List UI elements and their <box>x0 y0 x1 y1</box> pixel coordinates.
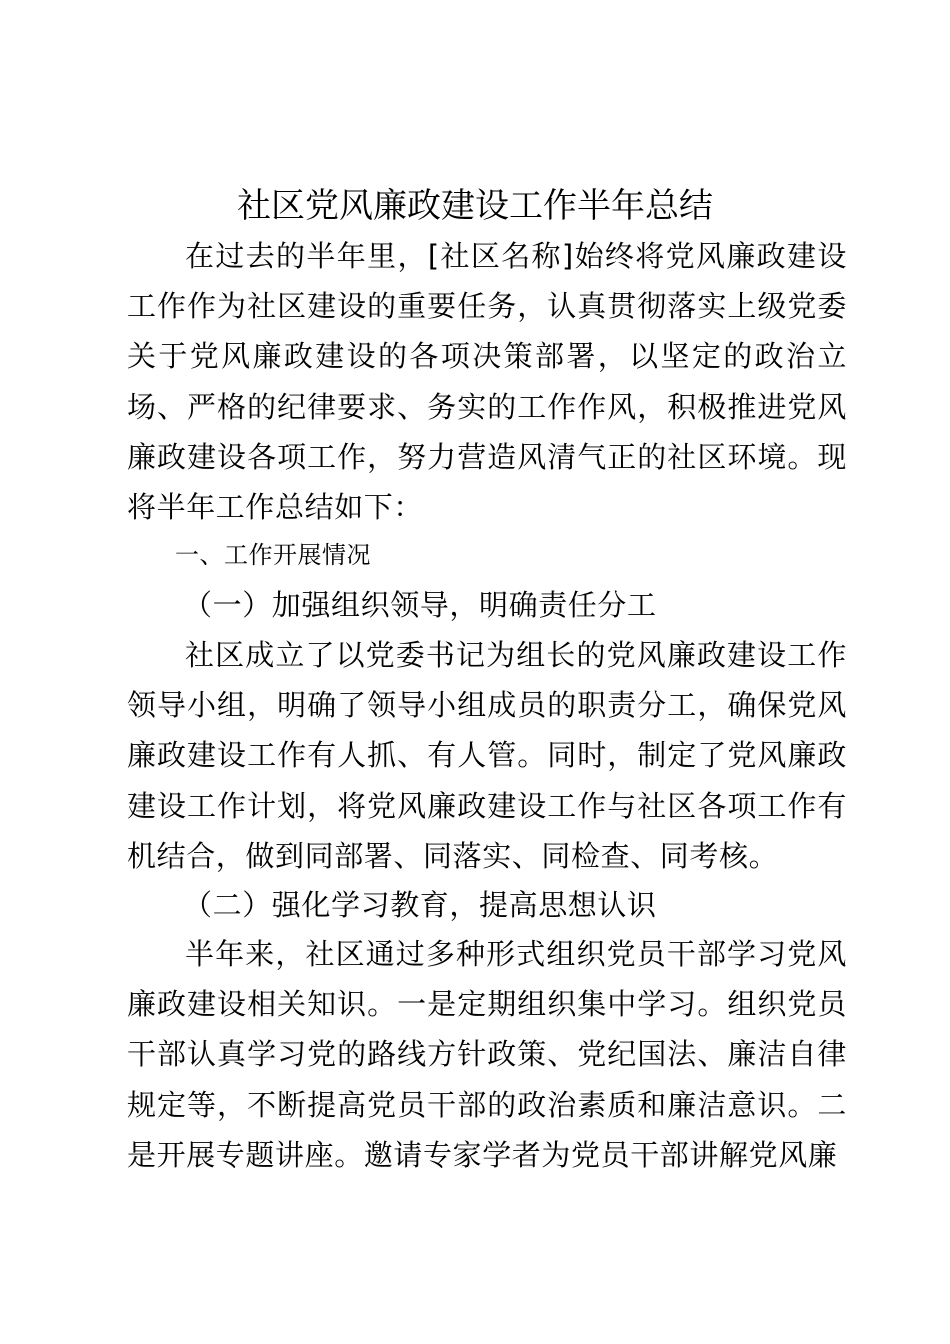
document-title: 社区党风廉政建设工作半年总结 <box>237 186 713 226</box>
intro-paragraph: 在过去的半年里，[社区名称]始终将党风廉政建设工作作为社区建设的重要任务，认真贯彻落实上级党委关于党风廉政建设的各项决策部署，以坚定的政治立场、严格的纪律要求、务实的工作作风，积极推进党风廉政建设各项工作，努力营造风清气正的社区环境。现将半年工作总结如下： <box>127 239 847 525</box>
sub-heading-1: （一）加强组织领导，明确责任分工 <box>183 588 657 622</box>
sub2-paragraph: 半年来，社区通过多种形式组织党员干部学习党风廉政建设相关知识。一是定期组织集中学习。组织党员干部认真学习党的路线方针政策、党纪国法、廉洁自律规定等，不断提高党员干部的政治素质和廉洁意识。二是开展专题讲座。邀请专家学者为党员干部讲解党风廉 <box>127 937 847 1172</box>
section-heading-1: 一、工作开展情况 <box>175 541 371 569</box>
sub1-paragraph: 社区成立了以党委书记为组长的党风廉政建设工作领导小组，明确了领导小组成员的职责分工，确保党风廉政建设工作有人抓、有人管。同时，制定了党风廉政建设工作计划，将党风廉政建设工作与社区各项工作有机结合，做到同部署、同落实、同检查、同考核。 <box>127 638 847 873</box>
sub-heading-2: （二）强化学习教育，提高思想认识 <box>183 888 657 922</box>
